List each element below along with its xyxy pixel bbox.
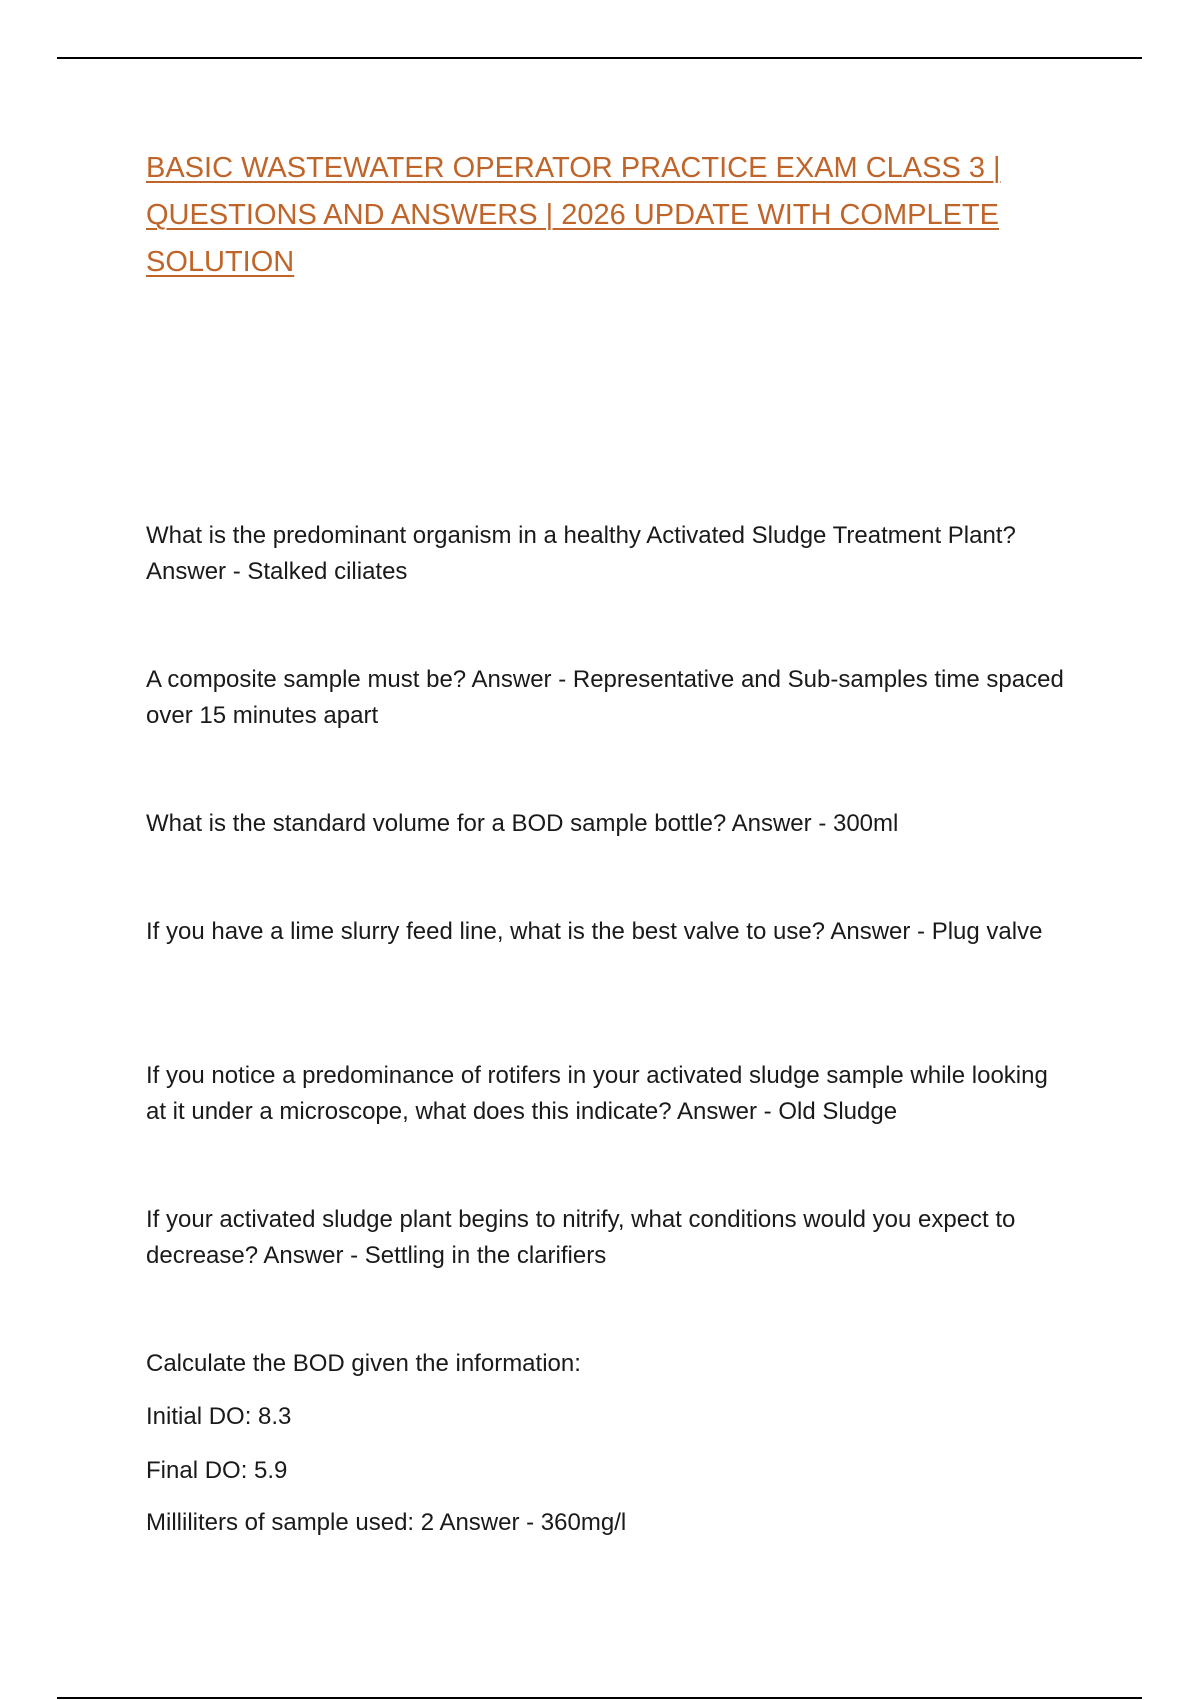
bod-question-intro: Calculate the BOD given the information: (146, 1350, 581, 1377)
bottom-rule (57, 1697, 1142, 1699)
qa-item-3: What is the standard volume for a BOD sample bottle? Answer - 300ml (146, 810, 899, 837)
qa-item-4: If you have a lime slurry feed line, what is the best valve to use? Answer - Plug valve (146, 918, 1043, 945)
qa-item-1: What is the predominant organism in a healthy Activated Sludge Treatment Plant? Answer - Stalked ciliates (146, 522, 1016, 585)
top-rule (57, 57, 1142, 59)
qa-item-5: If you notice a predominance of rotifers in your activated sludge sample while looking at it under a microscope, what does this indicate? Answer - Old Sludge (146, 1062, 1048, 1125)
title-line-2: QUESTIONS AND ANSWERS | 2026 UPDATE WITH COMPLETE (146, 199, 999, 231)
bod-sample-answer: Milliliters of sample used: 2 Answer - 360mg/l (146, 1509, 627, 1536)
document-title (146, 145, 1076, 286)
bod-final-do: Final DO: 5.9 (146, 1457, 288, 1484)
qa-item-6: If your activated sludge plant begins to nitrify, what conditions would you expect to decrease? Answer - Settling in the clarifiers (146, 1206, 1016, 1269)
title-line-1: BASIC WASTEWATER OPERATOR PRACTICE EXAM CLASS 3 | (146, 152, 1001, 184)
title-line-3: SOLUTION (146, 246, 295, 278)
qa-item-2: A composite sample must be? Answer - Representative and Sub-samples time spaced over 15 minutes apart (146, 666, 1064, 729)
bod-initial-do: Initial DO: 8.3 (146, 1403, 292, 1430)
